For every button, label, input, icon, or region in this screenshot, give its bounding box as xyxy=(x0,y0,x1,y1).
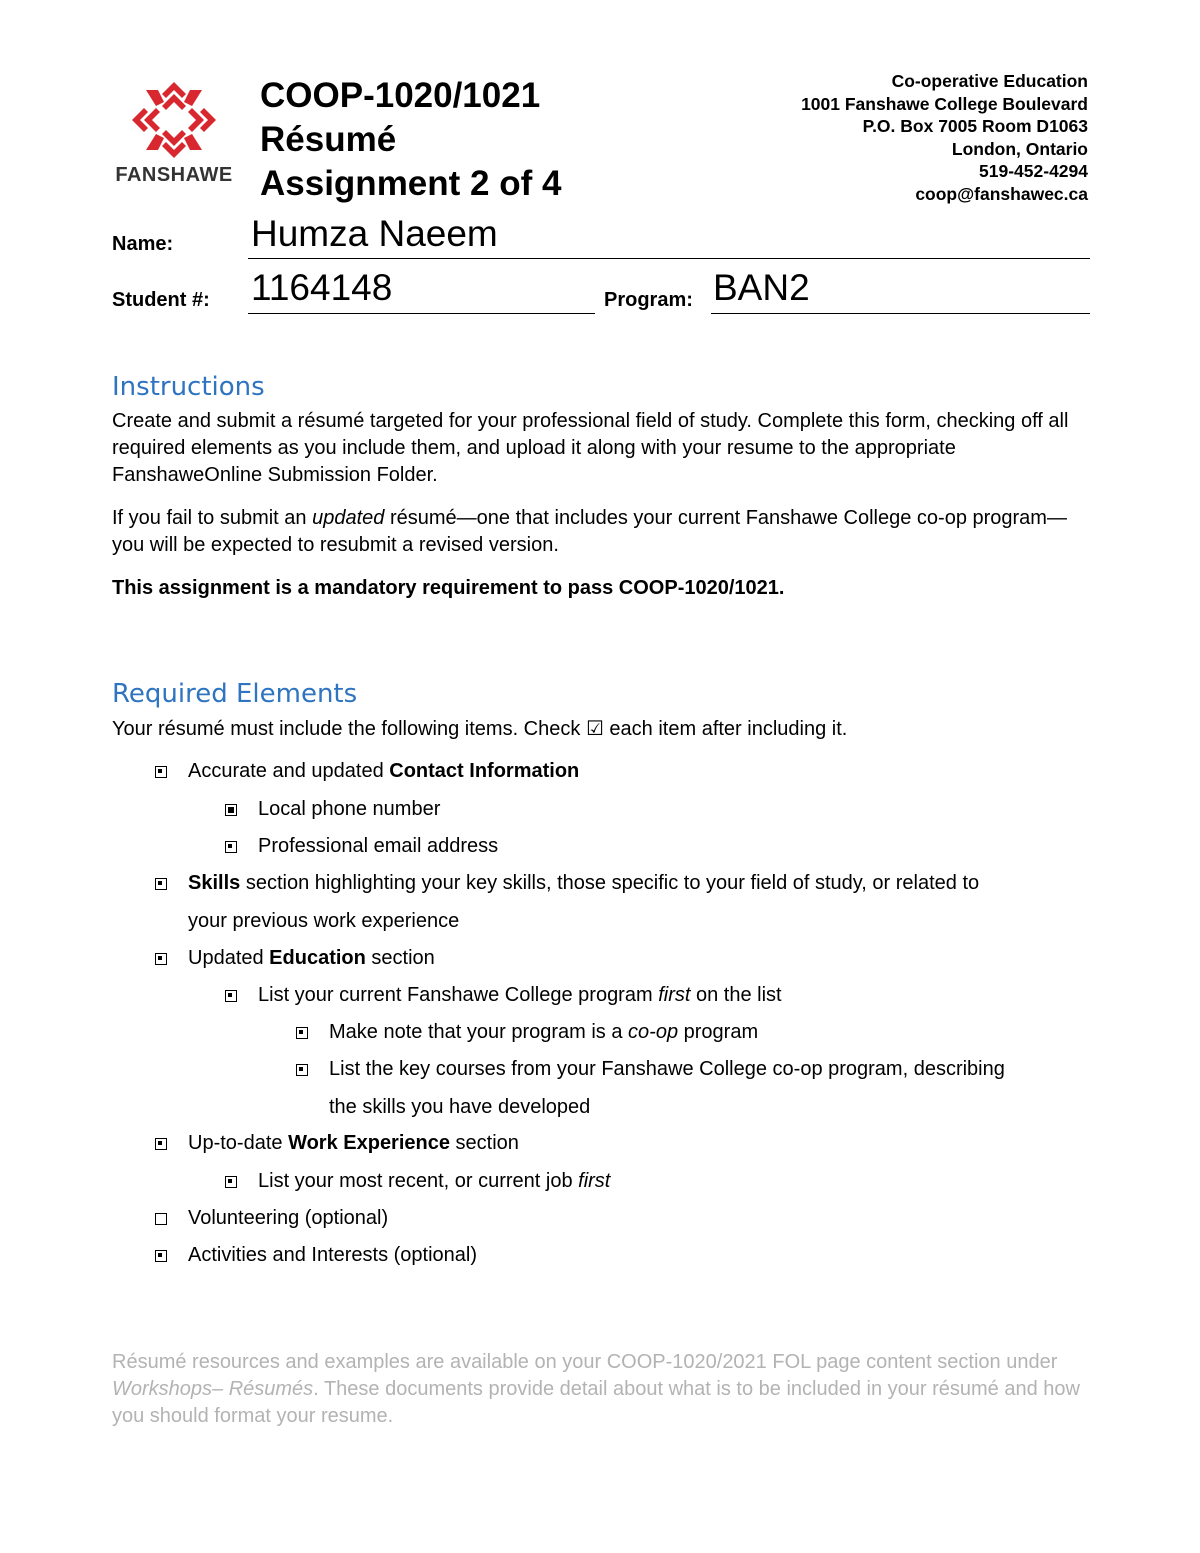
checklist-item xyxy=(329,1051,1005,1088)
logo-wordmark: FANSHAWE xyxy=(115,164,233,186)
checklist-item-italic: co-op xyxy=(628,1021,679,1043)
address-city: London, Ontario xyxy=(951,138,1088,159)
checklist-item-pre: Volunteering (optional) xyxy=(188,1207,389,1229)
mandatory-note: This assignment is a mandatory requirement to pass COOP-1020/1021. xyxy=(112,577,785,599)
address-block xyxy=(801,70,1088,206)
checklist-checkbox[interactable] xyxy=(296,1064,308,1076)
student-number-value: 1164148 xyxy=(251,267,393,308)
p2-text-end: résumé—one that includes your current Fanshawe College co-op program—you will be expected to resubmit a revised version. xyxy=(112,507,1067,556)
checklist-item-italic: first xyxy=(658,984,691,1006)
checklist-item-pre: List your current Fanshawe College program xyxy=(258,984,659,1006)
title-resume: Résumé xyxy=(260,120,397,159)
checklist-checkbox[interactable] xyxy=(225,990,237,1002)
checklist-checkbox[interactable] xyxy=(155,1138,167,1150)
p2-emphasis: updated xyxy=(312,507,385,529)
checklist-item-post: program xyxy=(678,1021,759,1043)
checklist-item xyxy=(188,1125,519,1162)
address-email: coop@fanshawec.ca xyxy=(915,183,1088,204)
checklist-item-pre: Professional email address xyxy=(258,835,499,857)
checklist-item-post: section xyxy=(365,947,435,969)
instructions-heading: Instructions xyxy=(112,372,265,402)
checklist-item-italic: first xyxy=(578,1170,611,1192)
name-field[interactable] xyxy=(248,212,1090,259)
program-value: BAN2 xyxy=(713,267,810,308)
required-elements-heading: Required Elements xyxy=(112,679,358,709)
checklist-item-post: on the list xyxy=(690,984,782,1006)
checklist-item xyxy=(258,977,782,1014)
intro-text-end: each item after including it. xyxy=(603,718,848,740)
checklist-item-pre: Local phone number xyxy=(258,798,441,820)
name-label: Name: xyxy=(112,233,174,255)
checklist-item-pre: Accurate and updated xyxy=(188,760,390,782)
address-box: P.O. Box 7005 Room D1063 xyxy=(862,116,1088,137)
resources-emphasis: Workshops– Résumés xyxy=(112,1378,314,1400)
checklist-item xyxy=(188,1237,477,1274)
checklist-item-pre: the skills you have developed xyxy=(329,1096,591,1118)
checklist-checkbox[interactable] xyxy=(155,953,167,965)
resources-text: Résumé resources and examples are available on your COOP-1020/2021 FOL page content section under xyxy=(112,1351,1058,1373)
checklist-checkbox[interactable] xyxy=(155,878,167,890)
checklist-item xyxy=(258,828,498,865)
student-number-field[interactable] xyxy=(248,266,595,314)
checklist-item xyxy=(188,753,579,790)
address-dept: Co-operative Education xyxy=(891,71,1088,91)
required-intro xyxy=(112,716,1092,743)
checklist-item-pre: List the key courses from your Fanshawe College co-op program, describing xyxy=(329,1058,1005,1080)
address-phone: 519-452-4294 xyxy=(979,161,1088,182)
checklist-item xyxy=(258,1163,610,1200)
resources-text-end: . These documents provide detail about what is to be included in your résumé and how you should format your resume. xyxy=(112,1378,1080,1427)
fanshawe-star-icon xyxy=(108,78,240,162)
document-title xyxy=(260,74,561,206)
program-field[interactable] xyxy=(711,266,1090,314)
p2-text: If you fail to submit an xyxy=(112,507,313,529)
checklist-item xyxy=(188,1200,388,1237)
checklist-checkbox[interactable] xyxy=(225,841,237,853)
checklist-checkbox[interactable] xyxy=(225,1176,237,1188)
checklist-item-bold: Work Experience xyxy=(288,1132,450,1154)
course-code: COOP-1020/1021 xyxy=(260,76,541,115)
checklist-checkbox[interactable] xyxy=(155,1213,167,1225)
instructions-paragraph-2 xyxy=(112,505,1092,559)
name-value: Humza Naeem xyxy=(251,213,498,254)
checklist-item-pre: your previous work experience xyxy=(188,910,460,932)
checklist-checkbox[interactable] xyxy=(155,766,167,778)
instructions-paragraph-1: Create and submit a résumé targeted for your professional field of study. Complete this form, checking off all required elements as you include them, and upload it along with your resume to the appropriate FanshaweOnline Submission Folder. xyxy=(112,410,1069,486)
checklist-item-post: section highlighting your key skills, those specific to your field of study, or related to xyxy=(240,872,980,894)
address-street: 1001 Fanshawe College Boulevard xyxy=(801,93,1088,114)
checklist-item xyxy=(329,1089,590,1126)
checklist-item xyxy=(188,865,979,902)
checklist-item-pre: Make note that your program is a xyxy=(329,1021,629,1043)
checklist-item xyxy=(258,791,440,828)
checklist-item-pre: Updated xyxy=(188,947,270,969)
checklist-item xyxy=(188,940,435,977)
checklist-item xyxy=(329,1014,758,1051)
checklist-item-bold: Skills xyxy=(188,872,241,894)
checklist-item-pre: Activities and Interests (optional) xyxy=(188,1244,478,1266)
program-label: Program: xyxy=(604,289,693,311)
checklist-item xyxy=(188,903,459,940)
checklist-item-pre: List your most recent, or current job xyxy=(258,1170,579,1192)
checklist-item-bold: Education xyxy=(269,947,366,969)
checklist-item-bold: Contact Information xyxy=(389,760,580,782)
checklist-checkbox[interactable] xyxy=(296,1027,308,1039)
checklist-checkbox[interactable] xyxy=(225,804,237,816)
assignment-number: Assignment 2 of 4 xyxy=(260,164,562,203)
checkbox-glyph-icon: ☑ xyxy=(585,718,604,740)
intro-text: Your résumé must include the following items. Check xyxy=(112,718,586,740)
resources-note xyxy=(112,1349,1092,1430)
checklist-checkbox[interactable] xyxy=(155,1250,167,1262)
student-number-label: Student #: xyxy=(112,289,210,311)
checklist-item-pre: Up-to-date xyxy=(188,1132,289,1154)
fanshawe-logo xyxy=(108,78,240,188)
checklist-item-post: section xyxy=(450,1132,519,1154)
